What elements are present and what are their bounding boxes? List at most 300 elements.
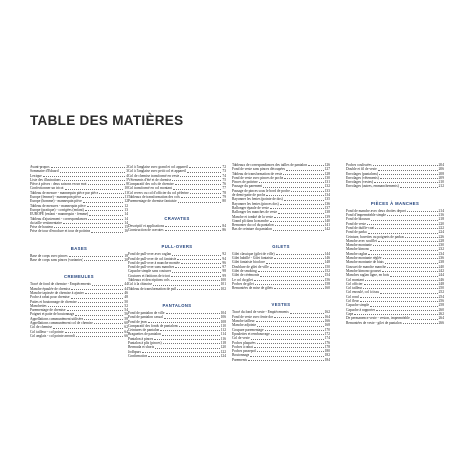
toc-entry-page: 214 [438, 208, 444, 213]
dot-leader [284, 200, 324, 201]
dot-leader [368, 254, 437, 255]
toc-entry-page: 246 [438, 277, 444, 282]
toc-entry-title: Braguettes de pantalon [128, 332, 161, 337]
toc-entry-page: 158 [324, 281, 330, 286]
toc-entry-page: 208 [438, 171, 444, 176]
toc-entry-title: Tableau de mesure - mannequin pièce par pièce [30, 190, 99, 195]
dot-leader [370, 306, 438, 307]
toc-entry-title: Rallonger épaule de veste [232, 205, 270, 210]
toc-entry-page: 12 [124, 199, 128, 204]
toc-entry-page: 164 [324, 314, 330, 319]
toc-entry-title: Poches coulissées [346, 163, 372, 167]
toc-entry-page: 44 [124, 282, 128, 287]
dot-leader [378, 170, 438, 171]
toc-entry-page: 99 [222, 273, 226, 278]
dot-leader [380, 178, 438, 179]
toc-entry-page: 204 [438, 163, 444, 167]
toc-entry-title: Sommaire d'Eduard [30, 169, 59, 174]
toc-entry-page: 250 [438, 286, 444, 291]
toc-entry-title: Fond de parka [346, 230, 367, 235]
dot-leader [380, 293, 438, 294]
toc-entry [232, 227, 330, 231]
toc-entry-page: 110 [220, 323, 226, 328]
toc-entry-page: 176 [324, 340, 330, 345]
dot-leader [407, 211, 438, 212]
dot-leader [175, 184, 222, 185]
toc-entry-page: 240 [438, 264, 444, 269]
toc-entry-page: 114 [220, 332, 226, 337]
dot-leader [363, 288, 437, 289]
toc-entry-title: Le col du gilet [232, 277, 253, 282]
toc-entry-page: 108 [220, 319, 226, 324]
toc-entry-title: du taille vestimentaire [30, 220, 62, 225]
toc-entry-page: 218 [438, 217, 444, 222]
toc-entry-title: Manche adjointe [232, 323, 257, 328]
dot-leader [290, 313, 324, 314]
toc-entry-page: 170 [324, 327, 330, 332]
dot-leader [91, 232, 123, 233]
toc-entry-title: Tableaux de correspondances des tailles de pantalon [232, 163, 307, 167]
section-heading: VESTES [271, 302, 291, 308]
toc-entry-page: 102 [220, 286, 226, 291]
toc-entry-title: Fond de pantalon casual [128, 315, 163, 320]
toc-entry-page: 14 [124, 212, 128, 217]
toc-entry-title: Remonter du col du pantalon [232, 223, 274, 228]
toc-entry-title: Pantalon à pinces [128, 336, 154, 341]
toc-entry-page: 62 [124, 325, 128, 330]
dot-leader [71, 289, 123, 290]
toc-entry-page: 135 [324, 197, 330, 202]
dot-leader [181, 263, 222, 264]
dot-leader [259, 182, 324, 183]
dot-leader [54, 227, 123, 228]
toc-entry-title: Col montant [346, 277, 364, 282]
dot-leader [371, 220, 438, 221]
dot-leader [43, 176, 125, 177]
toc-entry-page: 232 [438, 247, 444, 252]
toc-entry-title: Coupure parementage [232, 327, 264, 332]
toc-entry-page: 116 [220, 336, 226, 341]
toc-entry-page: 66 [124, 333, 128, 338]
toc-entry-page: 14 [124, 216, 128, 221]
toc-entry-page: 222 [438, 225, 444, 230]
dot-leader [378, 241, 438, 242]
toc-entry-title: Col de chemise transformé en veste [128, 173, 180, 178]
dot-leader [175, 267, 221, 268]
toc-entry-page: 97 [222, 265, 226, 270]
dot-leader [177, 259, 221, 260]
toc-entry-title: Gousset de manche manche [346, 264, 387, 269]
toc-entry-title: Comparatif des fonds de pantalons [128, 323, 178, 328]
toc-entry-title: Passage du parement [232, 184, 263, 189]
dot-leader [171, 280, 220, 281]
toc-entry-page: 54 [124, 308, 128, 313]
toc-entry-title: Col à l'anglaise avec petit col et appareil [128, 169, 187, 174]
section-heading: PULL-OVERS [161, 244, 193, 250]
dot-leader [376, 310, 437, 311]
toc-entry-title: Remontées de mise de gilets [232, 286, 273, 291]
toc-entry-page: 174 [324, 336, 330, 341]
dot-leader [164, 318, 220, 319]
toc-entry [30, 334, 128, 338]
toc-entry-title: Gilet de smoking [232, 268, 257, 273]
section-heading: PIÈCES À MANCHES [370, 200, 420, 206]
dot-leader [189, 167, 222, 168]
dot-leader [257, 351, 323, 352]
dot-leader [275, 225, 324, 226]
toc-entry-page: 72 [222, 165, 226, 169]
toc-entry-title: Col enroulé, col à tissu [346, 290, 380, 295]
toc-entry-title: Avant-propos [30, 165, 50, 169]
dot-leader [273, 230, 324, 231]
dot-leader [63, 223, 123, 224]
dot-leader [400, 187, 438, 188]
toc-entry-title: Manche montante de biais [346, 260, 384, 265]
dot-leader [379, 174, 438, 175]
toc-entry-title: Poches plaquées [232, 340, 256, 345]
toc-entry-page: 112 [220, 328, 226, 333]
toc-entry-title: Fond de veste sans pinces découpées [232, 167, 285, 172]
toc-entry-page: 106 [220, 315, 226, 320]
toc-entry-title: Col de veste [232, 336, 250, 341]
toc-entry-page: 12 [124, 203, 128, 208]
dot-leader [85, 210, 124, 211]
toc-entry-title: Capuche simple [346, 303, 370, 308]
dot-leader [65, 332, 124, 333]
toc-entry-page: 96 [222, 260, 226, 265]
toc-entry-page: 131 [324, 180, 330, 185]
toc-entry-page: 79 [222, 195, 226, 200]
toc-entry-page: 4 [126, 173, 128, 178]
toc-entry-title: Comparatif des cols de chemise [128, 182, 174, 187]
toc-entry-title: Pantalon à plis (pinces) [128, 341, 162, 346]
toc-entry-title: Fond de pull-over de col fantaisie [128, 256, 177, 261]
dot-leader [291, 191, 324, 192]
dot-leader [87, 206, 124, 207]
dot-leader [82, 197, 123, 198]
toc-entry-title: Tableau de transformation de pull [128, 286, 177, 291]
toc-entry-title: Col tailleur - col pointe [30, 329, 64, 334]
dot-leader [368, 233, 438, 234]
toc-entry-title: Manche avec soufflet [346, 238, 377, 243]
toc-entry-page: 8 [126, 182, 128, 187]
dot-leader [280, 204, 324, 205]
toc-entry-page: 150 [324, 264, 330, 269]
dot-leader [99, 193, 123, 194]
toc-entry-title: Pattes et boutonnage de chemise [30, 299, 77, 304]
toc-entry-title: Manche et tombé de la veste [232, 214, 274, 219]
toc-entry-title: Prise de tour d'encolure et tour de poitrine [30, 229, 91, 234]
toc-entry-title: Manche tapissée de chemise à ajuster [30, 290, 84, 295]
toc-entry-title: Parementage de chemise [30, 308, 66, 313]
toc-entry-title: Appellations communément utilisées [30, 316, 84, 321]
toc-entry-title: Manche épaulée de chemise [30, 286, 71, 291]
toc-entry-page: 126 [324, 163, 330, 167]
toc-entry-page: 244 [438, 273, 444, 278]
dot-leader [367, 224, 438, 225]
dot-leader [155, 348, 219, 349]
toc-entry-title: Fond de duffle-coat [346, 225, 375, 230]
toc-entry [232, 358, 330, 362]
dot-leader [154, 339, 220, 340]
dot-leader [53, 328, 123, 329]
toc-entry-title: Rayonner les fentes (pointe de dos) [232, 197, 283, 202]
toc-entry-page: 144 [324, 251, 330, 256]
toc-entry-title: Passage de pinces sous le bord de poche [232, 188, 290, 193]
toc-entry-page: 11 [124, 195, 128, 200]
toc-entry-page: 154 [324, 273, 330, 278]
toc-entry-title: Épaulettes et rembourrage [232, 331, 270, 336]
toc-entry-page: 128 [324, 171, 330, 176]
dot-leader [172, 255, 221, 256]
dot-leader [260, 276, 323, 277]
toc-entry-title: Manche montante [346, 243, 372, 248]
toc-entry-page: 262 [438, 311, 444, 316]
dot-leader [173, 189, 221, 190]
toc-column-2 [128, 165, 226, 358]
toc-entry-page: 138 [324, 210, 330, 215]
toc-entry-title: Tableaux de transformation des cols [128, 195, 180, 200]
toc-entry [346, 321, 444, 325]
dot-leader [178, 202, 222, 203]
toc-entry-title: Poches de gilet [232, 281, 254, 286]
toc-entry-page: 74 [222, 173, 226, 178]
toc-entry [232, 286, 330, 290]
dot-leader [84, 260, 123, 261]
toc-entry-page: 212 [438, 184, 444, 189]
toc-entry-title: Envolages (pantalons) [346, 171, 379, 176]
dot-leader [308, 165, 324, 166]
toc-entry-title: Capuche à rapporter [346, 307, 376, 312]
toc-entry-page: 142 [324, 227, 330, 232]
toc-entry-page: 11 [124, 190, 128, 195]
dot-leader [88, 219, 123, 220]
toc-entry-title: Col revers ou col d'officier du col pèlerine [128, 190, 189, 195]
dot-leader [405, 237, 438, 238]
toc-entry-page: 44 [124, 286, 128, 291]
dot-leader [84, 319, 123, 320]
toc-entry-page: 77 [222, 186, 226, 191]
toc-entry-page: 160 [324, 286, 330, 291]
dot-leader [142, 352, 220, 353]
dot-leader [67, 310, 124, 311]
toc-entry-page: 84 [222, 223, 226, 228]
toc-entry-page: 64 [124, 329, 128, 334]
dot-leader [383, 258, 438, 259]
toc-entry-page: 236 [438, 256, 444, 261]
toc-entry-page: 132 [324, 184, 330, 189]
toc-entry-title: Col rond [346, 294, 359, 299]
toc-entry-title: Capuche simple sans coutures [128, 269, 172, 274]
toc-entry-page: 18 [124, 253, 128, 258]
toc-entry-page: 168 [324, 323, 330, 328]
dot-leader [274, 317, 323, 318]
dot-leader [251, 339, 324, 340]
toc-entry-title: Rallonger les manches de veste [232, 210, 278, 215]
dot-leader [94, 323, 124, 324]
dot-leader [390, 276, 438, 277]
toc-entry-title: Tableau d'ajustement - correspondances [30, 216, 88, 221]
toc-entry-title: Fond de pantalon de ville [128, 310, 165, 315]
toc-entry-page: 139 [324, 214, 330, 219]
dot-leader [387, 215, 438, 216]
toc-entry-title: Vêtements d'été et de chemise [128, 177, 172, 182]
toc-entry-page: 136 [324, 201, 330, 206]
toc-entry-page: 260 [438, 307, 444, 312]
toc-entry-title: Tracé de fond de chemise - Empiècements [30, 282, 91, 287]
dot-leader [403, 323, 438, 324]
toc-entry-title: de demi-patte de poche [232, 193, 266, 198]
toc-entry-page: 254 [438, 294, 444, 299]
dot-leader [51, 167, 126, 168]
toc-entry-title: Europe (femme) - mannequin pièce [30, 195, 82, 200]
toc-entry [128, 228, 226, 232]
toc-entry-title: Col à l'anglaise avec grand et col appareil [128, 165, 188, 169]
toc-entry-title: Rayonner les fentes (pinces dos) [232, 201, 279, 206]
dot-leader [354, 314, 437, 315]
toc-entry-title: Boutonnage [232, 353, 250, 358]
toc-entry-title: Poches à rabat [232, 344, 253, 349]
toc-entry-title: Pièce à pièces : deux saisons en un mot [30, 182, 87, 187]
toc-entry-title: Poignet et patte de boutonnage [30, 312, 75, 317]
toc-entry-title: Gilet fantaisie bicolore [232, 260, 265, 265]
toc-entry-title: Prise de hauteur [30, 225, 54, 230]
toc-entry-page: 60 [124, 321, 128, 326]
toc-entry-page: 92 [222, 252, 226, 257]
toc-entry-page: 75 [222, 177, 226, 182]
toc-entry-page: 226 [438, 234, 444, 239]
dot-leader [89, 215, 123, 216]
dot-leader [370, 250, 437, 251]
toc-entry-page: 80 [222, 199, 226, 204]
toc-entry-title: Bermuda et shorts [128, 345, 155, 350]
toc-entry-title: Tracé du fond de veste - Empiècements [232, 310, 289, 315]
toc-entry-title: Gilet de cérémonie [232, 273, 260, 278]
dot-leader [75, 315, 123, 316]
dot-leader [266, 263, 324, 264]
dot-leader [148, 322, 220, 323]
toc-entry-title: Europe (pratique) - corrigées (enfant) [30, 207, 84, 212]
toc-entry-title: Col à la chinoise [128, 282, 153, 287]
dot-leader [69, 256, 124, 257]
dot-leader [163, 343, 220, 344]
toc-entry-title: Double et fil de veste [346, 167, 377, 172]
dot-leader [71, 298, 124, 299]
toc-entry-title: Poche à rabat pour chemise [30, 295, 70, 300]
dot-leader [254, 280, 324, 281]
dot-leader [385, 263, 438, 264]
toc-entry-title: Fond de manche avec deux droites deport [346, 208, 406, 213]
toc-entry [30, 229, 128, 233]
toc-entry-title: Base de corps avec pinces [30, 253, 68, 258]
dot-leader [60, 172, 126, 173]
toc-entry-page: 130 [324, 175, 330, 180]
section-heading: GILETS [272, 243, 290, 249]
dot-leader [250, 356, 323, 357]
dot-leader [373, 165, 438, 166]
toc-entry-page: 118 [220, 341, 226, 346]
dot-leader [271, 334, 324, 335]
dot-leader [278, 213, 324, 214]
toc-entry-title: Grand pli dans la manche [232, 218, 269, 223]
toc-entry [30, 258, 128, 262]
toc-entry-page: 58 [124, 316, 128, 321]
toc-entry-title: Appellations communément col de chemise [30, 321, 93, 326]
toc-entry-page: 3 [126, 169, 128, 174]
toc-entry-title: Col officier [346, 281, 363, 286]
toc-entry-page: 100 [220, 278, 226, 283]
toc-entry [128, 199, 226, 203]
toc-entry-page: 50 [124, 299, 128, 304]
toc-entry-page: 137 [324, 205, 330, 210]
toc-entry-title: Fond de pull-over à manche montée [128, 260, 180, 265]
toc-entry-title: Tableau de mesures - mannequin pièce [30, 203, 86, 208]
toc-entry-page: 224 [438, 230, 444, 235]
toc-entry-page: 14 [124, 220, 128, 225]
toc-entry-page: 206 [438, 167, 444, 172]
toc-entry-title: Ceinture, bavettes ou poignets de parkas [346, 234, 405, 239]
dot-leader [365, 280, 438, 281]
toc-entry-title: Manches raglan ligne, en bois [346, 273, 390, 278]
toc-entry-page: 230 [438, 243, 444, 248]
toc-entry-title: Fond de blouson [346, 217, 370, 222]
toc-entry-title: Envolages (vestes) [346, 180, 374, 185]
toc-entry-title: Col anglais - col pointe arrondi [30, 333, 75, 338]
toc-entry-page: 122 [220, 349, 226, 354]
toc-entry-page: 15 [124, 225, 128, 230]
dot-leader [257, 343, 324, 344]
dot-leader [270, 267, 324, 268]
toc-entry-page: 104 [220, 310, 226, 315]
dot-leader [85, 293, 124, 294]
dot-leader [286, 170, 324, 171]
toc-entry-page: 94 [222, 256, 226, 261]
toc-entry [346, 184, 444, 188]
toc-entry-page: 2 [126, 165, 128, 169]
section-heading: PANTALONS [162, 302, 192, 308]
dot-leader [187, 172, 221, 173]
dot-leader [48, 306, 124, 307]
toc-entry-page: 124 [220, 353, 226, 358]
dot-leader [255, 284, 324, 285]
toc-entry-page: 264 [438, 316, 444, 321]
toc-entry-title: Col fleur [346, 299, 359, 304]
toc-entry-title: Gilet habillé - Gilet fantaisie [232, 256, 274, 261]
dot-leader [76, 336, 124, 337]
dot-leader [274, 258, 323, 259]
toc-entry-title: Coutures et finitions de tricot [128, 273, 171, 278]
toc-entry-title: Pinces de poitrine [232, 180, 258, 185]
toc-entry-page: 5 [126, 177, 128, 182]
toc-entry-title: Remontées de veste - gilet de pantalon [346, 320, 402, 325]
page-title: TABLE DES MATIÈRES [30, 113, 184, 128]
dot-leader [165, 226, 221, 227]
toc-entry-title: Tableau de transformation de veste [232, 171, 283, 176]
dot-leader [181, 197, 222, 198]
toc-entry-page: 148 [324, 260, 330, 265]
toc-entry-title: Ceintures de pantalon [128, 328, 160, 333]
dot-leader [248, 360, 324, 361]
toc-entry-title: Fond de veste avec fente dos [232, 314, 274, 319]
dot-leader [270, 221, 324, 222]
toc-entry-page: 252 [438, 290, 444, 295]
toc-entry-title: Poches passepoil [232, 349, 257, 354]
toc-entry-page: 20 [124, 258, 128, 263]
dot-leader [177, 289, 219, 290]
toc-entry-title: Cape [346, 311, 354, 316]
dot-leader [160, 330, 219, 331]
toc-entry-page: 238 [438, 260, 444, 265]
